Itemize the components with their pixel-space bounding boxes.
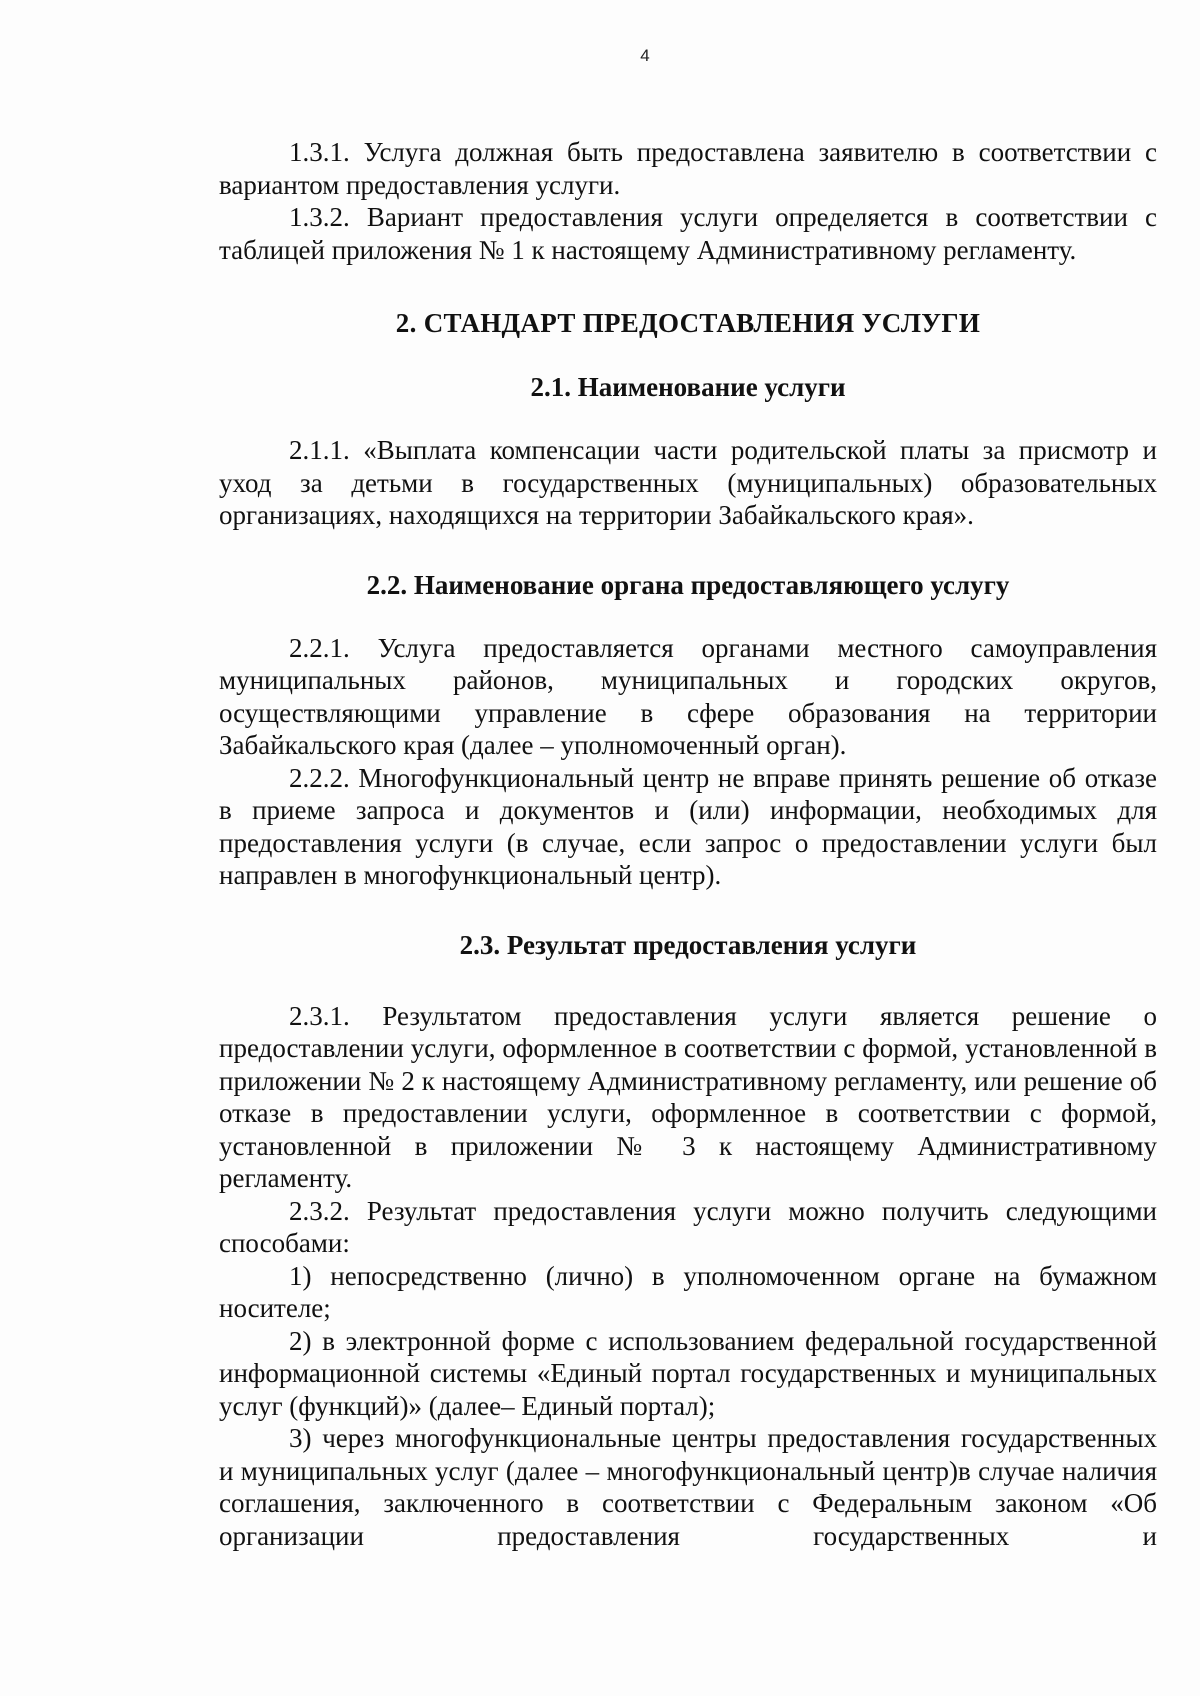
page-number: 4 [640, 46, 650, 65]
list-item-3: 3) через многофункциональные центры предоставления государственных и муниципальных услуг (далее – многофункциональный центр)в случае наличия соглашения, заключенного в соответствии с Федеральным законом «Об организации предоставления государственных и [219, 1423, 1157, 1551]
paragraph-2-1-1: 2.1.1. «Выплата компенсации части родительской платы за присмотр и уход за детьми в государственных (муниципальных) образовательных организациях, находящихся на территории Забайкальского края». [219, 435, 1157, 530]
list-item-1: 1) непосредственно (лично) в уполномоченном органе на бумажном носителе; [219, 1260, 1157, 1323]
paragraph-2-3-1: 2.3.1. Результатом предоставления услуги является решение о предоставлении услуги, оформленное в соответствии с формой, установленной в приложении № 2 к настоящему Административному регламенту, или решение об отказе в предоставлении услуги, оформленное в соответствии с формой, установленной в приложении № 3 к настоящему Административному регламенту. [219, 1000, 1157, 1193]
subsection-2-1-heading: 2.1. Наименование услуги [530, 372, 846, 402]
paragraph-2-2-2: 2.2.2. Многофункциональный центр не вправе принять решение об отказе в приеме запроса и документов и (или) информации, необходимых для предоставления услуги (в случае, если запрос о предоставлении услуги был направлен в многофункциональный центр). [219, 762, 1157, 890]
subsection-2-3-heading: 2.3. Результат предоставления услуги [459, 929, 917, 960]
paragraph-2-2-1: 2.2.1. Услуга предоставляется органами местного самоуправления муниципальных районов, муниципальных и городских округов, осуществляющими управление в сфере образования на территории Забайкальского края (далее – уполномоченный орган). [219, 632, 1157, 760]
paragraph-1-3-1: 1.3.1. Услуга должная быть предоставлена заявителю в соответствии с вариантом предоставления услуги. [219, 137, 1157, 200]
subsection-2-2-heading: 2.2. Наименование органа предоставляющего услугу [366, 569, 1010, 600]
document-body [219, 136, 1157, 1552]
paragraph-1-3-2: 1.3.2. Вариант предоставления услуги определяется в соответствии с таблицей приложения № 1 к настоящему Административному регламенту. [219, 202, 1157, 265]
section-2-heading: 2. СТАНДАРТ ПРЕДОСТАВЛЕНИЯ УСЛУГИ [395, 308, 981, 338]
paragraph-2-3-2: 2.3.2. Результат предоставления услуги можно получить следующими способами: [219, 1195, 1157, 1258]
list-item-2: 2) в электронной форме с использованием федеральной государственной информационной системы «Единый портал государственных и муниципальных услуг (функций)» (далее– Единый портал); [219, 1325, 1157, 1421]
